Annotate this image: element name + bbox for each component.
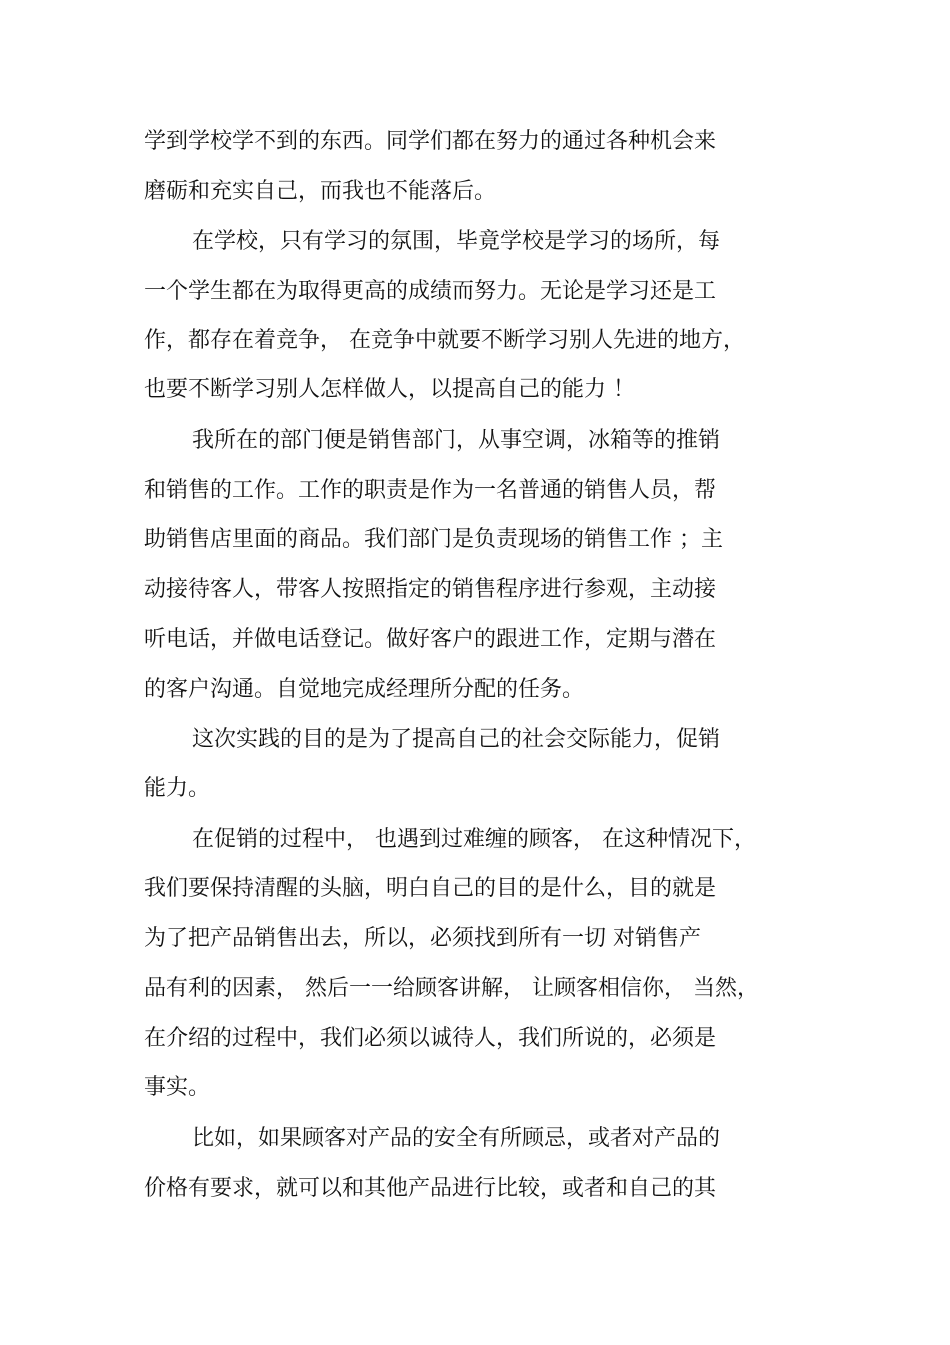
text-line: 为了把产品销售出去，所以，必须找到所有一切 对销售产 xyxy=(144,926,701,951)
text-line: 作，都存在着竞争， 在竞争中就要不断学习别人先进的地方， xyxy=(144,328,745,353)
text-line: 学到学校学不到的东西。同学们都在努力的通过各种机会来 xyxy=(144,129,717,154)
text-line: 听电话，并做电话登记。做好客户的跟进工作，定期与潜在 xyxy=(144,627,717,652)
text-line: 在介绍的过程中，我们必须以诚待人，我们所说的，必须是 xyxy=(144,1026,717,1051)
paragraph-start-line: 在促销的过程中， 也遇到过难缠的顾客， 在这种情况下， xyxy=(192,827,756,852)
paragraph-start-line: 比如，如果顾客对产品的安全有所顾忌，或者对产品的 xyxy=(192,1126,721,1151)
paragraph-start-line: 在学校，只有学习的氛围，毕竟学校是学习的场所，每 xyxy=(192,229,721,254)
text-line: 的客户沟通。自觉地完成经理所分配的任务。 xyxy=(144,677,585,702)
text-line: 动接待客人，带客人按照指定的销售程序进行参观，主动接 xyxy=(144,577,717,602)
paragraph-start-line: 我所在的部门便是销售部门，从事空调，冰箱等的推销 xyxy=(192,428,721,453)
text-line: 品有利的因素， 然后一一给顾客讲解， 让顾客相信你， 当然， xyxy=(144,976,759,1001)
text-line: 也要不断学习别人怎样做人，以提高自己的能力 ！ xyxy=(144,377,635,402)
text-line: 能力。 xyxy=(144,776,211,801)
text-line: 我们要保持清醒的头脑，明白自己的目的是什么，目的就是 xyxy=(144,876,717,901)
text-line: 一个学生都在为取得更高的成绩而努力。无论是学习还是工 xyxy=(144,279,717,304)
paragraph-start-line: 这次实践的目的是为了提高自己的社会交际能力，促销 xyxy=(192,727,721,752)
text-line: 和销售的工作。工作的职责是作为一名普通的销售人员，帮 xyxy=(144,478,717,503)
text-line: 价格有要求，就可以和其他产品进行比较，或者和自己的其 xyxy=(144,1176,717,1201)
text-line: 助销售店里面的商品。我们部门是负责现场的销售工作 ；主 xyxy=(144,527,723,552)
text-line: 事实。 xyxy=(144,1075,211,1100)
text-line: 磨砺和充实自己，而我也不能落后。 xyxy=(144,179,497,204)
